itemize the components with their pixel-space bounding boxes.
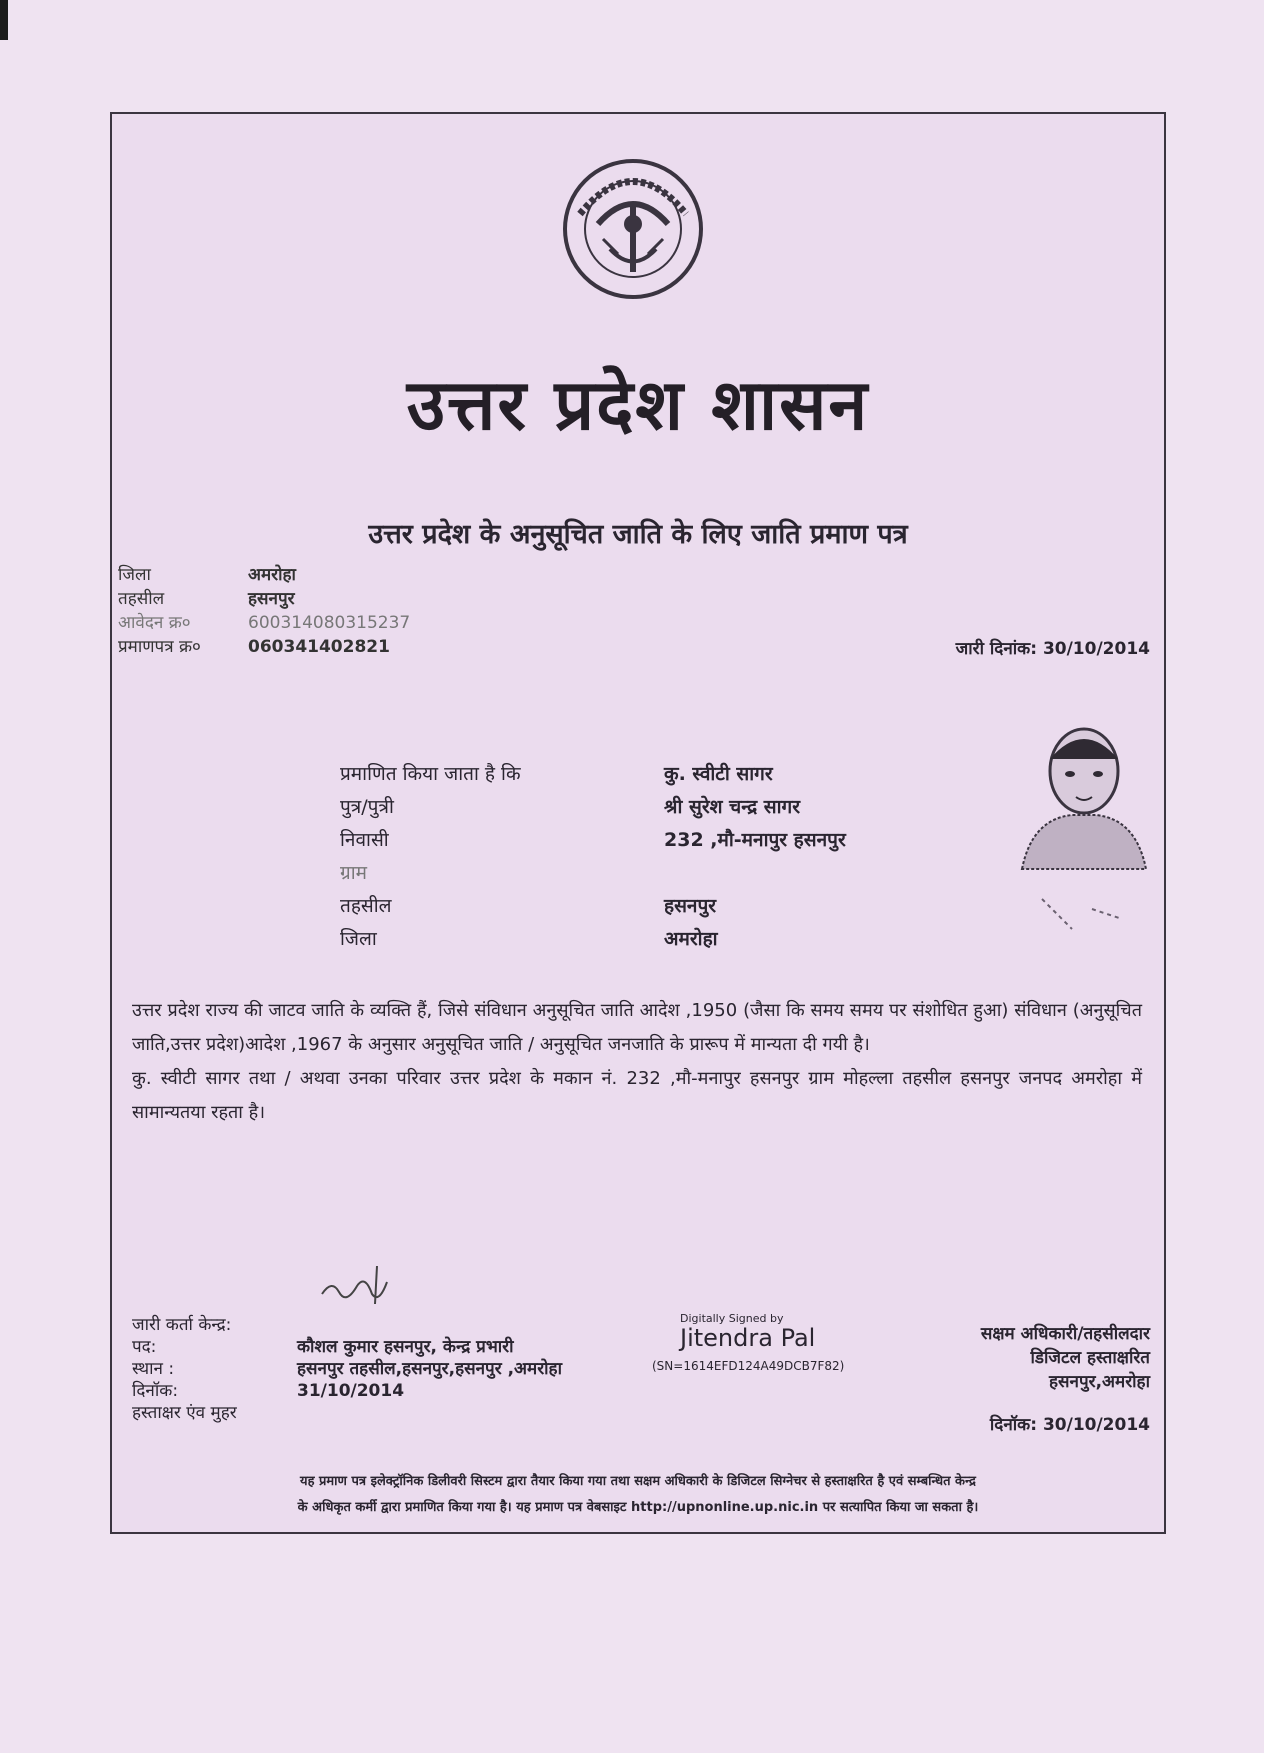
authority-title: सक्षम अधिकारी/तहसीलदार — [980, 1324, 1150, 1344]
issuer-centre-row — [132, 1314, 562, 1336]
issuer-sign-label: हस्ताक्षर एंव मुहर — [132, 1403, 237, 1423]
certificate-title: उत्तर प्रदेश शासन — [406, 363, 870, 446]
tehsil-row — [118, 586, 295, 609]
issuer-centre-label: जारी कर्ता केन्द्र: — [132, 1315, 232, 1335]
digital-signature-serial: (SN=1614EFD124A49DCB7F82) — [652, 1359, 845, 1373]
subject-value: 232 ,मौ-मनापुर हसनपुर — [664, 828, 846, 851]
district-value: अमरोहा — [248, 565, 296, 585]
issuer-place-row — [132, 1358, 562, 1380]
authority-place: हसनपुर,अमरोहा — [1049, 1372, 1150, 1392]
application-row — [118, 610, 410, 633]
residence-statement: कु. स्वीटी सागर तथा / अथवा उनका परिवार उत्तर प्रदेश के मकान नं. 232 ,मौ-मनापुर हसनपुर ग्राम मोहल्ला तहसील हसनपुर जनपद अमरोहा में सामान्यतया रहता है। — [132, 1068, 1142, 1123]
subject-label: निवासी — [340, 828, 389, 851]
tehsil-value: हसनपुर — [248, 589, 295, 609]
tehsil-label: तहसील — [118, 589, 165, 609]
subject-details — [340, 756, 900, 954]
subject-row — [340, 756, 900, 789]
issuer-post-label: पद: — [132, 1337, 157, 1357]
verification-note-line: यह प्रमाण पत्र इलेक्ट्रॉनिक डिलीवरी सिस्टम द्वारा तैयार किया गया तथा सक्षम अधिकारी के डिजिटल सिग्नेचर से हस्ताक्षरित है एवं सम्बन्धित केन्द्र — [300, 1474, 976, 1489]
subject-value: हसनपुर — [664, 894, 717, 917]
authority-digital: डिजिटल हस्ताक्षरित — [1030, 1348, 1150, 1368]
issuer-sign-row — [132, 1402, 562, 1424]
competent-authority — [981, 1322, 1150, 1394]
digital-signer-name: Jitendra Pal — [680, 1324, 816, 1352]
application-value: 600314080315237 — [248, 613, 411, 633]
subject-row — [340, 822, 900, 855]
digital-signature-caption: Digitally Signed by — [680, 1312, 784, 1325]
subject-label: पुत्र/पुत्री — [340, 795, 394, 818]
caste-statement: उत्तर प्रदेश राज्य की जाटव जाति के व्यक्ति हैं, जिसे संविधान अनुसूचित जाति आदेश ,1950 (जैसा कि समय समय पर संशोधित हुआ) संविधान (अनुसूचित जाति,उत्तर प्रदेश)आदेश ,1967 के अनुसार अनुसूचित जाति / अनुसूचित जनजाति के प्रारूप में मान्यता दी गयी है। — [132, 1000, 1142, 1055]
issuer-date-value: 31/10/2014 — [297, 1381, 405, 1401]
subject-label: ग्राम — [340, 861, 367, 884]
issuer-place-label: स्थान : — [132, 1359, 175, 1379]
issuer-post-value: कौशल कुमार हसनपुर, केन्द्र प्रभारी — [297, 1337, 514, 1357]
subject-row — [340, 921, 900, 954]
subject-value: अमरोहा — [664, 927, 718, 950]
issue-date: जारी दिनांक: 30/10/2014 — [955, 639, 1150, 659]
subject-label: जिला — [340, 927, 377, 950]
subject-row — [340, 789, 900, 822]
district-label: जिला — [118, 565, 151, 585]
issuer-post-row — [132, 1336, 562, 1358]
certificate-number-row — [118, 634, 390, 657]
state-emblem-icon — [558, 154, 708, 304]
certificate-subtitle: उत्तर प्रदेश के अनुसूचित जाति के लिए जाति प्रमाण पत्र — [368, 519, 908, 550]
subject-row — [340, 855, 900, 888]
certificate-body — [132, 994, 1142, 1130]
digital-signature — [652, 1312, 845, 1373]
application-label: आवेदन क्र० — [118, 613, 191, 633]
issuer-block — [132, 1314, 562, 1424]
subject-row — [340, 888, 900, 921]
certificate-number-label: प्रमाणपत्र क्र० — [118, 637, 201, 657]
issuer-date-label: दिनॉक: — [132, 1381, 179, 1401]
certificate-number-value: 060341402821 — [248, 637, 390, 657]
verification-note-line: के अधिकृत कर्मी द्वारा प्रमाणित किया गया है। यह प्रमाण पत्र वेबसाइट http://upnonline.up.nic.in पर सत्यापित किया जा सकता है। — [297, 1500, 979, 1515]
issuer-place-value: हसनपुर तहसील,हसनपुर,हसनपुर ,अमरोहा — [297, 1359, 562, 1379]
issuer-date-row — [132, 1380, 562, 1402]
scan-edge-mark — [0, 0, 8, 40]
authority-date: दिनॉक: 30/10/2014 — [989, 1415, 1150, 1435]
subject-label: तहसील — [340, 894, 392, 917]
verification-note — [126, 1469, 1150, 1521]
certificate — [110, 112, 1166, 1534]
applicant-photo — [1012, 719, 1152, 949]
subject-label: प्रमाणित किया जाता है कि — [340, 762, 521, 785]
issuer-signature — [317, 1264, 397, 1309]
district-row — [118, 562, 296, 585]
subject-value: श्री सुरेश चन्द्र सागर — [664, 795, 801, 818]
subject-value: कु. स्वीटी सागर — [664, 762, 773, 785]
